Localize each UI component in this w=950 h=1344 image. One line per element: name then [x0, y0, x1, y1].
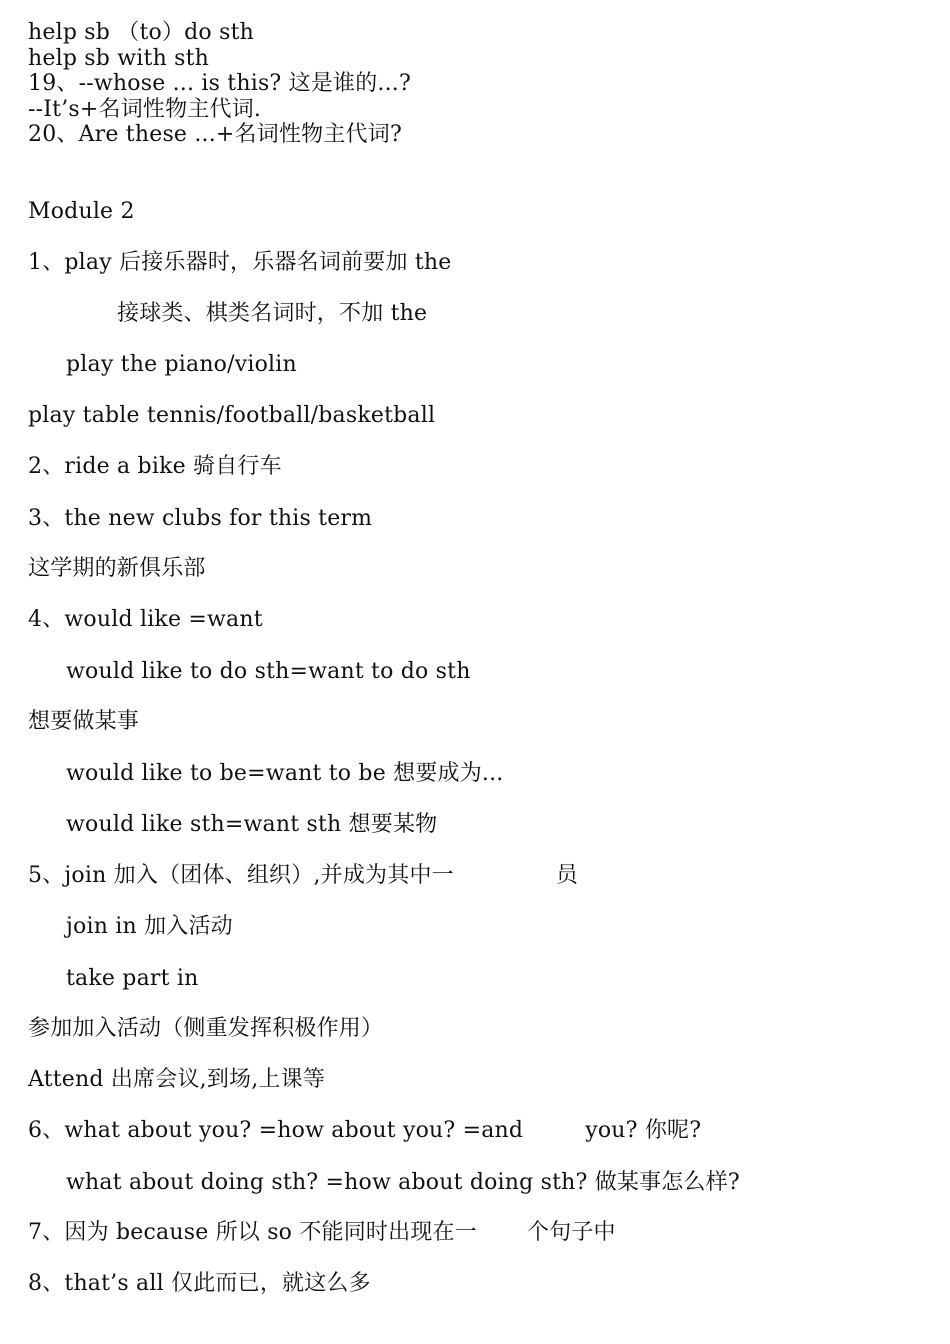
- text-line: would like to be=want to be 想要成为...: [66, 761, 504, 786]
- text-line: 20、Are these ...+名词性物主代词?: [28, 122, 402, 147]
- text-line: Attend 出席会议,到场,上课等: [28, 1067, 326, 1092]
- text-line: would like sth=want sth 想要某物: [66, 812, 438, 837]
- text-line: [28, 1118, 701, 1144]
- text-line: 3、the new clubs for this term: [28, 506, 373, 531]
- text-segment: 个句子中: [526, 1220, 616, 1245]
- text-line: would like to do sth=want to do sth: [66, 659, 471, 684]
- text-line: 这学期的新俱乐部: [28, 556, 206, 581]
- section-heading: Module 2: [28, 199, 135, 224]
- text-line: play the piano/violin: [66, 352, 297, 377]
- text-line: 4、would like =want: [28, 607, 263, 632]
- text-segment: 6、what about you? =how about you? =and: [28, 1118, 524, 1143]
- text-line: what about doing sth? =how about doing sth? 做某事怎么样?: [66, 1170, 740, 1195]
- text-segment: 5、join 加入（团体、组织）,并成为其中一: [28, 863, 454, 888]
- text-line: 19、--whose ... is this? 这是谁的...?: [28, 71, 411, 96]
- text-line: 参加加入活动（侧重发挥积极作用）: [28, 1016, 384, 1041]
- text-line: [28, 863, 578, 889]
- text-line: 8、that’s all 仅此而已，就这么多: [28, 1271, 371, 1296]
- text-line: 接球类、棋类名词时，不加 the: [117, 301, 428, 326]
- text-line: [28, 1220, 616, 1246]
- text-segment: 7、因为 because 所以 so 不能同时出现在一: [28, 1220, 477, 1245]
- text-line: take part in: [66, 966, 199, 991]
- text-segment: 员: [555, 863, 579, 888]
- text-line: play table tennis/football/basketball: [28, 403, 436, 428]
- text-line: 1、play 后接乐器时，乐器名词前要加 the: [28, 250, 452, 275]
- text-line: help sb （to）do sth: [28, 20, 254, 45]
- text-line: join in 加入活动: [66, 914, 233, 939]
- text-line: --It’s+名词性物主代词.: [28, 97, 262, 122]
- text-line: 想要做某事: [28, 709, 140, 734]
- text-segment: you? 你呢?: [585, 1118, 702, 1143]
- text-line: 2、ride a bike 骑自行车: [28, 454, 282, 479]
- text-line: help sb with sth: [28, 46, 210, 71]
